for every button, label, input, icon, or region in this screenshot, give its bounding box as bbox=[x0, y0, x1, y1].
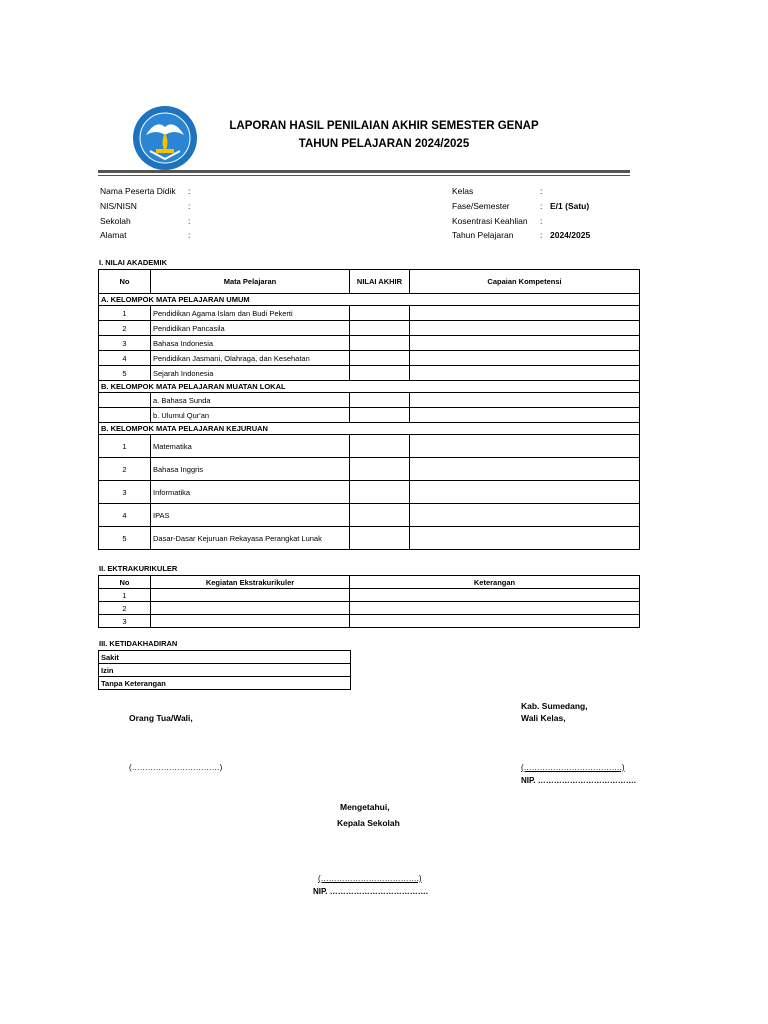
note-cell[interactable] bbox=[350, 615, 640, 628]
competency-cell[interactable] bbox=[410, 481, 640, 504]
table-row: 2 Pendidikan Pancasila bbox=[99, 321, 640, 336]
parent-label: Orang Tua/Wali, bbox=[129, 713, 193, 723]
activity-cell[interactable] bbox=[151, 602, 350, 615]
activity-cell[interactable] bbox=[151, 615, 350, 628]
info-row-phase: Fase/Semester : E/1 (Satu) bbox=[452, 200, 590, 211]
competency-cell[interactable] bbox=[410, 527, 640, 550]
parent-signature-blank: (……………………………) bbox=[129, 763, 223, 772]
info-row-address: Alamat : bbox=[100, 230, 191, 241]
competency-cell[interactable] bbox=[410, 393, 640, 408]
info-row-year: Tahun Pelajaran : 2024/2025 bbox=[452, 230, 591, 241]
table-row: 3 Bahasa Indonesia bbox=[99, 336, 640, 351]
score-cell[interactable] bbox=[350, 336, 410, 351]
score-cell[interactable] bbox=[350, 306, 410, 321]
principal-signature-blank: (……………………………….) bbox=[318, 874, 422, 883]
score-cell[interactable] bbox=[350, 351, 410, 366]
table-row: 2 Bahasa Inggris bbox=[99, 458, 640, 481]
header-no: No bbox=[99, 576, 151, 589]
table-row: 2 bbox=[99, 602, 640, 615]
principal-nip: NIP. ………………………………. bbox=[313, 887, 428, 896]
section-title-academic: I. NILAI AKADEMIK bbox=[99, 258, 168, 267]
teacher-signature-blank: (……………………………….) bbox=[521, 763, 625, 772]
competency-cell[interactable] bbox=[410, 336, 640, 351]
extracurricular-header-row bbox=[99, 576, 640, 589]
table-row: Tanpa Keterangan bbox=[99, 677, 351, 690]
place-label: Kab. Sumedang, bbox=[521, 701, 588, 711]
score-cell[interactable] bbox=[350, 408, 410, 423]
header-subject: Mata Pelajaran bbox=[151, 270, 350, 294]
section-title-extracurricular: II. EKTRAKURIKULER bbox=[99, 564, 178, 573]
academic-table bbox=[98, 269, 640, 550]
note-cell[interactable] bbox=[350, 602, 640, 615]
table-row: 3 bbox=[99, 615, 640, 628]
competency-cell[interactable] bbox=[410, 306, 640, 321]
competency-cell[interactable] bbox=[410, 504, 640, 527]
competency-cell[interactable] bbox=[410, 366, 640, 381]
score-cell[interactable] bbox=[350, 504, 410, 527]
score-cell[interactable] bbox=[350, 393, 410, 408]
score-cell[interactable] bbox=[350, 366, 410, 381]
group-a-row: A. KELOMPOK MATA PELAJARAN UMUM bbox=[99, 294, 640, 306]
competency-cell[interactable] bbox=[410, 408, 640, 423]
header-score: NILAI AKHIR bbox=[350, 270, 410, 294]
score-cell[interactable] bbox=[350, 321, 410, 336]
table-row: a. Bahasa Sunda bbox=[99, 393, 640, 408]
info-row-concentration: Kosentrasi Keahlian : bbox=[452, 215, 543, 226]
extracurricular-table bbox=[98, 575, 640, 628]
table-row: 5 Dasar-Dasar Kejuruan Rekayasa Perangkat Lunak bbox=[99, 527, 640, 550]
table-row: 4 Pendidikan Jasmani, Olahraga, dan Kesehatan bbox=[99, 351, 640, 366]
table-row: 1 bbox=[99, 589, 640, 602]
score-cell[interactable] bbox=[350, 481, 410, 504]
report-title-line2: TAHUN PELAJARAN 2024/2025 bbox=[298, 138, 470, 150]
report-title-line1: LAPORAN HASIL PENILAIAN AKHIR SEMESTER GENAP bbox=[229, 120, 539, 132]
table-row: Sakit bbox=[99, 651, 351, 664]
table-row: 1 Pendidikan Agama Islam dan Budi Pekerti bbox=[99, 306, 640, 321]
header-no: No bbox=[99, 270, 151, 294]
table-row: 4 IPAS bbox=[99, 504, 640, 527]
section-title-attendance: III. KETIDAKHADIRAN bbox=[99, 639, 178, 648]
table-row: 5 Sejarah Indonesia bbox=[99, 366, 640, 381]
activity-cell[interactable] bbox=[151, 589, 350, 602]
score-cell[interactable] bbox=[350, 458, 410, 481]
student-info-left bbox=[100, 184, 202, 243]
header-divider bbox=[98, 170, 630, 173]
competency-cell[interactable] bbox=[410, 435, 640, 458]
table-row: Izin bbox=[99, 664, 351, 677]
table-row: 1 Matematika bbox=[99, 435, 640, 458]
header-note: Keterangan bbox=[350, 576, 640, 589]
competency-cell[interactable] bbox=[410, 458, 640, 481]
competency-cell[interactable] bbox=[410, 321, 640, 336]
competency-cell[interactable] bbox=[410, 351, 640, 366]
table-row: 3 Informatika bbox=[99, 481, 640, 504]
academic-header-row bbox=[99, 270, 640, 294]
attendance-table bbox=[98, 650, 351, 690]
teacher-nip: NIP. ………………………………. bbox=[521, 776, 636, 785]
group-c-row: B. KELOMPOK MATA PELAJARAN KEJURUAN bbox=[99, 423, 640, 435]
principal-label: Kepala Sekolah bbox=[337, 818, 400, 828]
score-cell[interactable] bbox=[350, 527, 410, 550]
student-info-right bbox=[452, 184, 590, 243]
teacher-label: Wali Kelas, bbox=[521, 713, 566, 723]
header-competency: Capaian Kompetensi bbox=[410, 270, 640, 294]
info-row-nis: NIS/NISN : bbox=[100, 200, 191, 211]
known-label: Mengetahui, bbox=[340, 802, 390, 812]
table-row: b. Ulumul Qur'an bbox=[99, 408, 640, 423]
info-row-name: Nama Peserta Didik : bbox=[100, 186, 191, 196]
info-row-class: Kelas : bbox=[452, 186, 543, 196]
header-divider-thin bbox=[98, 175, 630, 176]
tut-wuri-handayani-logo-icon bbox=[132, 105, 198, 171]
score-cell[interactable] bbox=[350, 435, 410, 458]
note-cell[interactable] bbox=[350, 589, 640, 602]
info-row-school: Sekolah : bbox=[100, 215, 191, 226]
header-activity: Kegiatan Ekstrakurikuler bbox=[151, 576, 350, 589]
group-b-row: B. KELOMPOK MATA PELAJARAN MUATAN LOKAL bbox=[99, 381, 640, 393]
